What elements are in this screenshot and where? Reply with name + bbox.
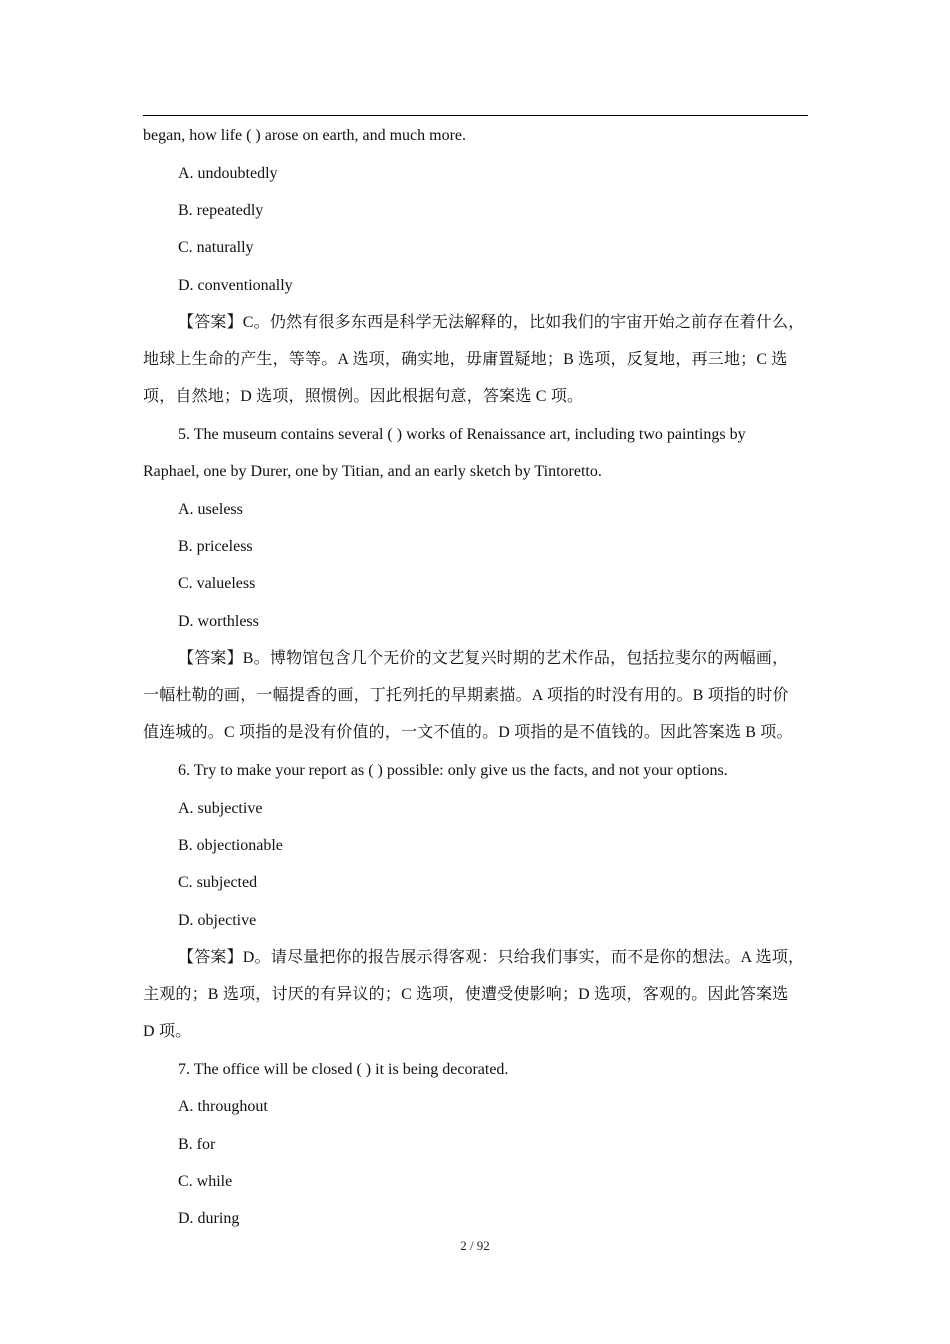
q4-answer-line-3: 项，自然地；D 选项，照惯例。因此根据句意，答案选 C 项。	[143, 388, 584, 405]
q4-option-d: D. conventionally	[178, 277, 293, 294]
q4-option-b: B. repeatedly	[178, 202, 264, 219]
header-rule	[143, 115, 808, 116]
question-5-line-2: Raphael, one by Durer, one by Titian, and an early sketch by Tintoretto.	[143, 463, 602, 480]
q6-option-c: C. subjected	[178, 874, 258, 891]
q7-option-d: D. during	[178, 1210, 240, 1227]
q4-answer-line-2: 地球上生命的产生，等等。A 选项，确实地，毋庸置疑地；B 选项，反复地，再三地；C 选	[143, 351, 788, 368]
page-number: 2 / 92	[460, 1238, 490, 1253]
q5-answer-line-1: 【答案】B。博物馆包含几个无价的文艺复兴时期的艺术作品，包括拉斐尔的两幅画，	[178, 650, 789, 667]
q5-option-d: D. worthless	[178, 613, 259, 630]
q6-answer-line-1: 【答案】D。请尽量把你的报告展示得客观：只给我们事实，而不是你的想法。A 选项，	[178, 949, 805, 966]
q4-option-c: C. naturally	[178, 239, 254, 256]
q5-answer-line-3: 值连城的。C 项指的是没有价值的，一文不值的。D 项指的是不值钱的。因此答案选 B 项。	[143, 724, 793, 741]
question-7: 7. The office will be closed ( ) it is being decorated.	[178, 1061, 509, 1078]
q5-answer-line-2: 一幅杜勒的画，一幅提香的画，丁托列托的早期素描。A 项指的时没有用的。B 项指的时价	[143, 687, 789, 704]
q6-option-b: B. objectionable	[178, 837, 283, 854]
q5-option-c: C. valueless	[178, 575, 256, 592]
q5-option-a: A. useless	[178, 501, 243, 518]
q7-option-c: C. while	[178, 1173, 233, 1190]
question-5-line-1: 5. The museum contains several ( ) works of Renaissance art, including two paintings by	[178, 426, 746, 443]
q4-answer-line-1: 【答案】C。仍然有很多东西是科学无法解释的，比如我们的宇宙开始之前存在着什么，	[178, 314, 805, 331]
q6-answer-line-2: 主观的；B 选项，讨厌的有异议的；C 选项，使遭受使影响；D 选项，客观的。因此答案选	[143, 986, 789, 1003]
q6-option-a: A. subjective	[178, 800, 263, 817]
q4-option-a: A. undoubtedly	[178, 165, 278, 182]
question-4-continuation: began, how life ( ) arose on earth, and much more.	[143, 127, 466, 144]
q7-option-a: A. throughout	[178, 1098, 268, 1115]
q7-option-b: B. for	[178, 1136, 216, 1153]
q6-answer-line-3: D 项。	[143, 1023, 192, 1040]
q5-option-b: B. priceless	[178, 538, 253, 555]
question-6: 6. Try to make your report as ( ) possible: only give us the facts, and not your options.	[178, 762, 728, 779]
q6-option-d: D. objective	[178, 912, 257, 929]
